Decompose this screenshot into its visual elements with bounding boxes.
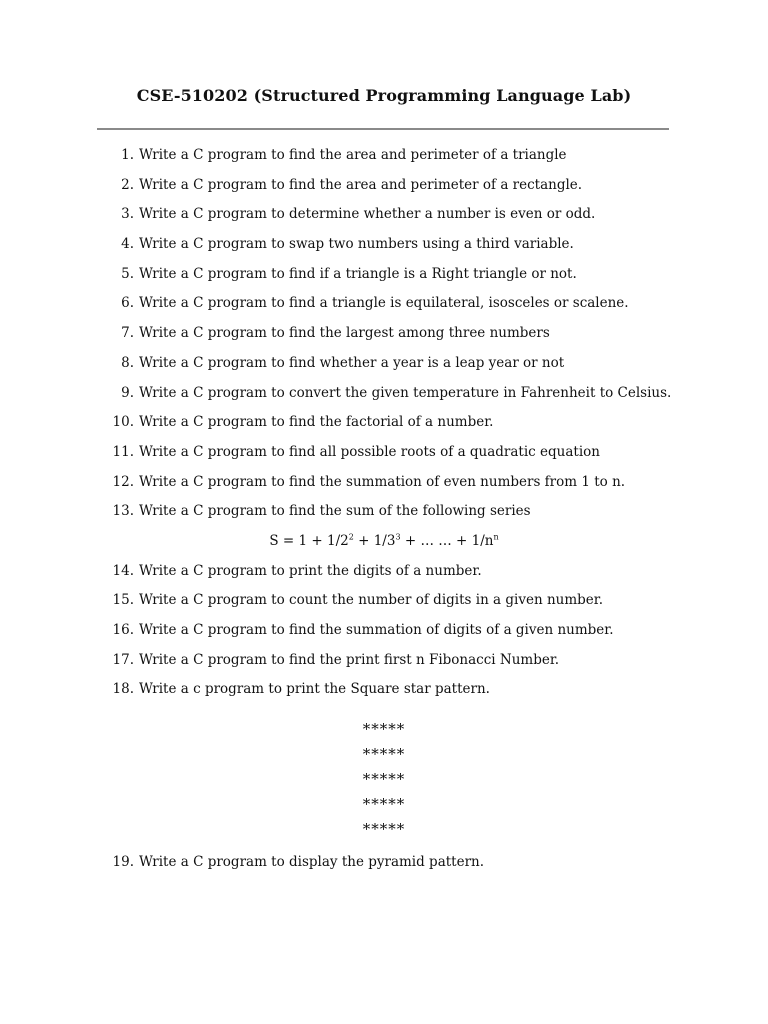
list-item (0, 175, 768, 205)
list-item (0, 852, 768, 882)
exercise-list (0, 145, 768, 882)
star-row: ***** (362, 770, 406, 789)
item-number: 7. (121, 325, 134, 342)
star-row: ***** (362, 795, 406, 814)
item-text: Write a C program to find the area and perimeter of a rectangle. (139, 176, 583, 193)
item-text: Write a c program to print the Square star pattern. (139, 681, 490, 698)
item-text: Write a C program to convert the given temperature in Fahrenheit to Celsius. (139, 384, 672, 401)
item-number: 19. (112, 854, 134, 871)
item-number: 14. (112, 562, 134, 579)
list-item (0, 353, 768, 383)
list-item (0, 204, 768, 234)
list-item (0, 679, 768, 709)
star-pattern (0, 717, 768, 842)
formula-exponent: n (493, 532, 499, 542)
item-number: 13. (112, 503, 134, 520)
item-number: 18. (112, 681, 134, 698)
item-text: Write a C program to find the sum of the following series (139, 503, 531, 520)
item-number: 15. (112, 592, 134, 609)
star-row: ***** (362, 820, 406, 839)
list-item (0, 383, 768, 413)
item-number: 5. (121, 265, 134, 282)
title-divider (97, 128, 669, 130)
item-text: Write a C program to find the factorial of a number. (139, 414, 494, 431)
formula-exponent: 2 (348, 532, 354, 542)
list-item (0, 234, 768, 264)
item-text: Write a C program to swap two numbers using a third variable. (139, 236, 574, 253)
item-number: 16. (112, 622, 134, 638)
item-text: Write a C program to find all possible roots of a quadratic equation (139, 443, 600, 460)
item-number: 6. (121, 295, 134, 312)
item-text: Write a C program to find the area and perimeter of a triangle (139, 147, 567, 163)
item-text: Write a C program to find a triangle is equilateral, isosceles or scalene. (139, 295, 629, 312)
list-item (0, 590, 768, 620)
list-item (0, 620, 768, 650)
item-number: 2. (121, 176, 134, 193)
item-text: Write a C program to find the print first n Fibonacci Number. (139, 651, 560, 668)
item-number: 4. (121, 236, 134, 253)
formula-tail: + … … + 1/n (400, 532, 494, 549)
page-title: CSE-510202 (Structured Programming Language Lab) (136, 86, 632, 105)
item-text: Write a C program to display the pyramid pattern. (139, 854, 485, 871)
series-formula (0, 531, 768, 561)
list-item (0, 561, 768, 591)
list-item (0, 145, 768, 175)
item-number: 3. (121, 206, 134, 223)
item-text: Write a C program to print the digits of a number. (139, 562, 482, 579)
item-text: Write a C program to find whether a year is a leap year or not (139, 354, 565, 371)
formula-prefix: S = 1 + 1/2 (269, 532, 349, 549)
item-number: 1. (121, 147, 134, 163)
list-item (0, 323, 768, 353)
item-text: Write a C program to find the summation of digits of a given number. (139, 622, 614, 638)
item-text: Write a C program to find the summation of even numbers from 1 to n. (139, 473, 626, 490)
list-item (0, 442, 768, 472)
item-number: 8. (121, 354, 134, 371)
star-row: ***** (362, 745, 406, 764)
list-item (0, 650, 768, 680)
item-number: 10. (112, 414, 134, 431)
list-item (0, 293, 768, 323)
item-number: 9. (121, 384, 134, 401)
item-text: Write a C program to find if a triangle is a Right triangle or not. (139, 265, 577, 282)
list-item (0, 264, 768, 294)
list-item (0, 501, 768, 531)
item-number: 11. (112, 443, 134, 460)
item-number: 17. (112, 651, 134, 668)
formula-middle: + 1/3 (353, 532, 396, 549)
item-text: Write a C program to determine whether a number is even or odd. (139, 206, 596, 223)
list-item (0, 412, 768, 442)
item-text: Write a C program to find the largest among three numbers (139, 325, 550, 342)
item-number: 12. (112, 473, 134, 490)
star-row: ***** (362, 720, 406, 739)
list-item (0, 472, 768, 502)
formula-exponent: 3 (395, 532, 401, 542)
item-text: Write a C program to count the number of digits in a given number. (139, 592, 604, 609)
